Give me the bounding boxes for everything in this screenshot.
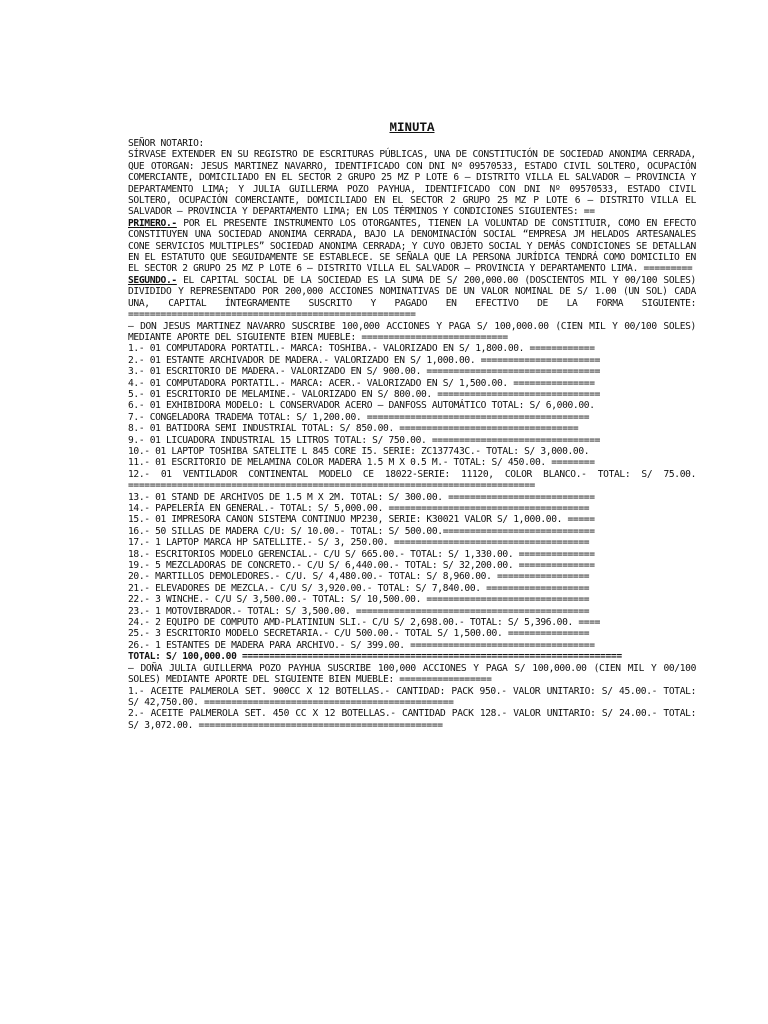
list-item: 1.- 01 COMPUTADORA PORTATIL.- MARCA: TOSHIBA.- VALORIZADO EN S/ 1,800.00. ============ xyxy=(128,343,595,355)
list-item: 24.- 2 EQUIPO DE COMPUTO AMD-PLATINIUN SLI.- C/U S/ 2,698.00.- TOTAL: S/ 5,396.00. ==== xyxy=(128,617,601,629)
socio2-intro: – DOÑA JULIA GUILLERMA POZO PAYHUA SUSCRIBE 100,000 ACCIONES Y PAGA S/ 100,000.00 (CIEN MIL Y 00/100 SOLES) MEDIANTE APORTE DEL SIGUIENTE BIEN MUEBLE: ================= xyxy=(128,662,696,686)
list-item: 25.- 3 ESCRITORIO MODELO SECRETARIA.- C/U 500.00.- TOTAL S/ 1,500.00. =============== xyxy=(128,628,590,640)
list-item: 18.- ESCRITORIOS MODELO GERENCIAL.- C/U S/ 665.00.- TOTAL: S/ 1,330.00. ============== xyxy=(128,548,595,560)
list-item: 21.- ELEVADORES DE MEZCLA.- C/U S/ 3,920.00.- TOTAL: S/ 7,840.00. =================== xyxy=(128,582,590,594)
list-item: 2.- ACEITE PALMEROLA SET. 450 CC X 12 BOTELLAS.- CANTIDAD PACK 128.- VALOR UNITARIO: S/ 24.00.- TOTAL: S/ 3,072.00. ============================================= xyxy=(128,708,696,731)
list-item: 26.- 1 ESTANTES DE MADERA PARA ARCHIVO.- S/ 399.00. ================================== xyxy=(128,639,595,651)
list-item: 10.- 01 LAPTOP TOSHIBA SATELITE L 845 CORE I5. SERIE: ZC137743C.- TOTAL: S/ 3,000.00. xyxy=(128,445,590,457)
list-item: 16.- 50 SILLAS DE MADERA C/U: S/ 10.00.- TOTAL: S/ 500.00.============================ xyxy=(128,525,595,537)
list-item: 22.- 3 WINCHE.- C/U S/ 3,500.00.- TOTAL: S/ 10,500.00. ============================== xyxy=(128,594,590,606)
list-item: 6.- 01 EXHIBIDORA MODELO: L CONSERVADOR ACERO – DANFOSS AUTOMÁTICO TOTAL: S/ 6,000.00. xyxy=(128,400,595,412)
list-item: 12.- 01 VENTILADOR CONTINENTAL MODELO CE 18022-SERIE: 11120, COLOR BLANCO.- TOTAL: S/ 75.00. =========================================================================== xyxy=(128,468,696,492)
list-item: 8.- 01 BATIDORA SEMI INDUSTRIAL TOTAL: S/ 850.00. ================================= xyxy=(128,423,579,435)
clause-primero-label: PRIMERO.- xyxy=(128,217,177,229)
list-item: 7.- CONGELADORA TRADEMA TOTAL: S/ 1,200.00. ========================================= xyxy=(128,411,590,423)
list-item: 23.- 1 MOTOVIBRADOR.- TOTAL: S/ 3,500.00. =========================================== xyxy=(128,605,590,617)
list-item: 13.- 01 STAND DE ARCHIVOS DE 1.5 M X 2M. TOTAL: S/ 300.00. =========================== xyxy=(128,491,595,503)
list-item: 9.- 01 LICUADORA INDUSTRIAL 15 LITROS TOTAL: S/ 750.00. =============================== xyxy=(128,434,601,446)
list-item: 15.- 01 IMPRESORA CANON SISTEMA CONTINUO MP230, SERIE: K30021 VALOR S/ 1,000.00. ===== xyxy=(128,514,595,526)
list-item: 14.- PAPELERÍA EN GENERAL.- TOTAL: S/ 5,000.00. ===================================== xyxy=(128,503,590,514)
list-item: 2.- 01 ESTANTE ARCHIVADOR DE MADERA.- VALORIZADO EN S/ 1,000.00. ====================== xyxy=(128,354,601,366)
socio1-item-list xyxy=(128,343,696,651)
clause-primero-text: POR EL PRESENTE INSTRUMENTO LOS OTORGANTES, TIENEN LA VOLUNTAD DE CONSTITUIR, COMO EN EFECTO CONSTITUYEN UNA SOCIEDAD ANONIMA CERRADA, BAJO LA DENOMINACIÓN SOCIAL “EMPRESA JM HELADOS ARTESANALES CONE SERVICIOS MULTIPLES” SOCIEDAD ANONIMA CERRADA; Y CUYO OBJETO SOCIAL Y DEMÁS CONDICIONES SE DETALLAN EN EL ESTATUTO QUE SEGUIDAMENTE SE ESTABLECE. SE SEÑALA QUE LA PERSONA JURÍDICA TENDRÁ COMO DOMICILIO EN EL SECTOR 2 GRUPO 25 MZ P LOTE 6 – DISTRITO VILLA EL SALVADOR – PROVINCIA Y DEPARTAMENTO LIMA. ========= xyxy=(128,217,696,275)
document-title: MINUTA xyxy=(389,121,435,135)
list-item: 20.- MARTILLOS DEMOLEDORES.- C/U. S/ 4,480.00.- TOTAL: S/ 8,960.00. ================= xyxy=(128,571,590,583)
list-item: 3.- 01 ESCRITORIO DE MADERA.- VALORIZADO EN S/ 900.00. ================================ xyxy=(128,366,601,378)
list-item: 17.- 1 LAPTOP MARCA HP SATELLITE.- S/ 3, 250.00. ==================================== xyxy=(128,537,590,549)
greeting: SEÑOR NOTARIO: xyxy=(128,138,204,149)
socio1-total: TOTAL: S/ 100,000.00 ====================================================================== xyxy=(128,651,622,663)
clause-primero xyxy=(128,218,696,275)
list-item: 11.- 01 ESCRITORIO DE MELAMINA COLOR MADERA 1.5 M X 0.5 M.- TOTAL: S/ 450.00. ======== xyxy=(128,457,595,469)
clause-segundo-label: SEGUNDO.- xyxy=(128,274,177,286)
socio1-intro: – DON JESUS MARTINEZ NAVARRO SUSCRIBE 100,000 ACCIONES Y PAGA S/ 100,000.00 (CIEN MIL Y 00/100 SOLES) MEDIANTE APORTE DEL SIGUIENTE BIEN MUEBLE: =========================== xyxy=(128,320,696,343)
list-item: 5.- 01 ESCRITORIO DE MELAMINE.- VALORIZADO EN S/ 800.00. ============================== xyxy=(128,388,601,400)
list-item: 4.- 01 COMPUTADORA PORTATIL.- MARCA: ACER.- VALORIZADO EN S/ 1,500.00. =============== xyxy=(128,377,595,389)
clause-segundo-text: EL CAPITAL SOCIAL DE LA SOCIEDAD ES LA SUMA DE S/ 200,000.00 (DOSCIENTOS MIL Y 00/100 SOLES) DIVIDIDO Y REPRESENTADO POR 200,000 ACCIONES NOMINATIVAS DE UN VALOR NOMINAL DE S/ 1.00 (UN SOL) CADA UNA, CAPITAL ÍNTEGRAMENTE SUSCRITO Y PAGADO EN EFECTIVO DE LA FORMA SIGUIENTE: ===================================================== xyxy=(128,274,696,321)
document-page xyxy=(128,120,696,731)
list-item: 1.- ACEITE PALMEROLA SET. 900CC X 12 BOTELLAS.- CANTIDAD: PACK 950.- VALOR UNITARIO: S/ 45.00.- TOTAL: S/ 42,750.00. ============================================== xyxy=(128,685,696,708)
intro-paragraph: SÍRVASE EXTENDER EN SU REGISTRO DE ESCRITURAS PÚBLICAS, UNA DE CONSTITUCIÓN DE SOCIEDAD ANONIMA CERRADA, QUE OTORGAN: JESUS MARTINEZ NAVARRO, IDENTIFICADO CON DNI Nº 09570533, ESTADO CIVIL SOLTERO, OCUPACIÓN COMERCIANTE, DOMICILIADO EN EL SECTOR 2 GRUPO 25 MZ P LOTE 6 – DISTRITO VILLA EL SALVADOR – PROVINCIA Y DEPARTAMENTO LIMA; Y JULIA GUILLERMA POZO PAYHUA, IDENTIFICADO CON DNI Nº 09570533, ESTADO CIVIL SOLTERO, OCUPACIÓN COMERCIANTE, DOMICILIADO EN EL SECTOR 2 GRUPO 25 MZ P LOTE 6 – DISTRITO VILLA EL SALVADOR – PROVINCIA Y DEPARTAMENTO LIMA; EN LOS TÉRMINOS Y CONDICIONES SIGUIENTES: == xyxy=(128,149,696,218)
list-item: 19.- 5 MEZCLADORAS DE CONCRETO.- C/U S/ 6,440.00.- TOTAL: S/ 32,200.00. ============== xyxy=(128,560,595,572)
clause-segundo xyxy=(128,275,696,321)
socio2-item-list xyxy=(128,686,696,732)
